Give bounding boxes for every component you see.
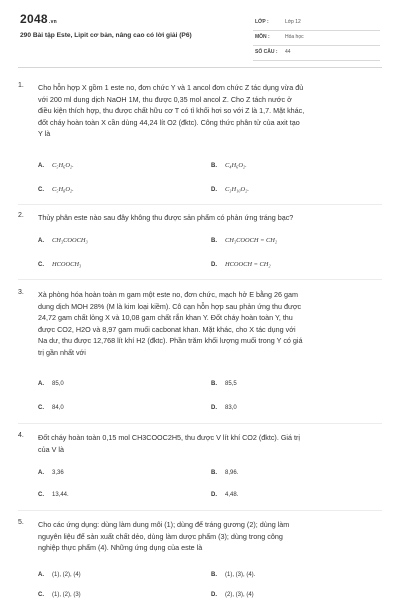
- question-line: nghiệp thực phẩm (4). Những ứng dụng của este là: [38, 543, 203, 552]
- option-label: C.: [38, 187, 44, 193]
- question-line: được CO2, H2O và 8,97 gam muối cacbonat khan. Mặt khác, cho X tác dụng với: [38, 324, 296, 334]
- option-text: CH₃COOCH = CH₂: [225, 237, 278, 244]
- option-label: D.: [211, 187, 217, 193]
- question-line: trị gần nhất với: [38, 347, 86, 357]
- question-line: Thủy phân este nào sau đây không thu được sản phẩm có phản ứng tráng bạc?: [38, 213, 294, 222]
- option-label: D.: [211, 405, 217, 411]
- option-text: C₅H₆O₂.: [52, 162, 74, 169]
- option-c[interactable]: [38, 186, 74, 193]
- site-logo[interactable]: [20, 12, 57, 26]
- question-line: nguyên liệu để sản xuất chất dẻo, dùng làm dược phẩm (3); dùng trong công: [38, 531, 283, 541]
- header-divider: [18, 67, 382, 68]
- option-text: 85,0: [52, 381, 64, 387]
- question-text: [38, 432, 378, 455]
- option-text: 83,0: [225, 405, 237, 411]
- option-label: C.: [38, 492, 44, 498]
- meta-key: SỐ CÂU :: [255, 49, 278, 55]
- option-text: (1), (2), (3): [52, 592, 81, 598]
- option-d[interactable]: [211, 261, 271, 268]
- option-label: C.: [38, 592, 44, 598]
- meta-value: Hóa học: [285, 34, 304, 40]
- option-label: D.: [211, 592, 217, 598]
- logo-suffix: .vn: [48, 19, 58, 25]
- option-b[interactable]: [211, 237, 277, 244]
- option-b[interactable]: [211, 381, 237, 387]
- question-text: [38, 519, 378, 554]
- option-d[interactable]: [211, 186, 249, 193]
- page-header: [0, 0, 400, 62]
- option-label: B.: [211, 381, 217, 387]
- question-divider: [18, 510, 382, 511]
- meta-key: LỚP :: [255, 19, 269, 25]
- option-text: 13,44.: [52, 492, 69, 498]
- question-line: Xà phòng hóa hoàn toàn m gam một este no, đơn chức, mạch hở E bằng 26 gam: [38, 290, 298, 299]
- option-c[interactable]: [38, 261, 81, 268]
- option-text: HCOOCH₃: [52, 261, 82, 268]
- question-number: 3.: [18, 289, 24, 296]
- option-label: C.: [38, 405, 44, 411]
- question-line: Na dư, thu được 12,768 lít khí H2 (đktc). Phần trăm khối lượng muối trong Y có giá: [38, 336, 303, 345]
- option-text: 84,0: [52, 405, 64, 411]
- option-a[interactable]: [38, 162, 74, 169]
- option-text: 85,5: [225, 381, 237, 387]
- option-a[interactable]: [38, 572, 81, 578]
- question-line: Đốt cháy hoàn toàn 0,15 mol CH3COOC2H5, thu được V lít khí CO2 (đktc). Giá trị: [38, 433, 300, 442]
- option-text: (2), (3), (4): [225, 592, 254, 598]
- option-label: A.: [38, 572, 44, 578]
- question-divider: [18, 279, 382, 280]
- question-line: của V là: [38, 444, 64, 454]
- option-text: 4,48.: [225, 492, 239, 498]
- question-number: 5.: [18, 519, 24, 526]
- option-b[interactable]: [211, 572, 255, 578]
- document-title: 290 Bài tập Este, Lipit cơ bản, nâng cao có lời giải (P6): [20, 32, 192, 39]
- option-label: B.: [211, 572, 217, 578]
- meta-value: Lớp 12: [285, 19, 301, 25]
- option-text: 8,96.: [225, 470, 239, 476]
- option-a[interactable]: [38, 237, 88, 244]
- option-label: A.: [38, 163, 44, 169]
- meta-table: [253, 16, 380, 61]
- option-text: C₄H₆O₂.: [225, 162, 247, 169]
- option-d[interactable]: [211, 592, 254, 598]
- option-label: B.: [211, 470, 217, 476]
- question-line: dung dịch MOH 28% (M là kim loại kiềm). Cô cạn hỗn hợp sau phản ứng thu được: [38, 301, 302, 311]
- option-c[interactable]: [38, 492, 69, 498]
- meta-key: MÔN :: [255, 34, 270, 40]
- option-a[interactable]: [38, 470, 64, 476]
- option-label: D.: [211, 492, 217, 498]
- option-label: B.: [211, 163, 217, 169]
- option-b[interactable]: [211, 470, 238, 476]
- option-label: A.: [38, 238, 44, 244]
- question-line: đốt cháy hoàn toàn X cần dùng 44,24 lít O2 (đktc). Công thức phân tử của axit tạo: [38, 117, 300, 127]
- option-text: C₃H₁₀O₂.: [225, 186, 249, 193]
- question-line: với 200 ml dung dịch NaOH 1M, thu được 0,35 mol ancol Z. Cho Z tách nước ở: [38, 94, 292, 104]
- option-text: (1), (2), (4): [52, 572, 81, 578]
- logo-text: 2048: [20, 12, 48, 26]
- question-number: 4.: [18, 432, 24, 439]
- option-b[interactable]: [211, 162, 247, 169]
- meta-row-count: [253, 46, 380, 61]
- option-text: 3,36: [52, 470, 64, 476]
- option-text: CH₃COOCH₃: [52, 237, 88, 244]
- question-number: 1.: [18, 82, 24, 89]
- option-label: D.: [211, 262, 217, 268]
- option-text: (1), (3), (4).: [225, 572, 256, 578]
- question-text: [38, 289, 378, 358]
- question-line: điều kiện thích hợp, thu được chất hữu cơ T có tỉ khối hơi so với Z là 1,7. Mặt khác,: [38, 106, 305, 115]
- question-line: 24,72 gam chất lỏng X và 10,08 gam chất rắn khan Y. Đốt cháy hoàn toàn Y, thu: [38, 313, 293, 322]
- option-a[interactable]: [38, 381, 64, 387]
- question-line: Y là: [38, 129, 51, 138]
- meta-row-subject: [253, 31, 380, 46]
- meta-value: 44: [285, 49, 291, 55]
- question-line: Cho các ứng dụng: dùng làm dung môi (1); dùng để tráng gương (2); dùng làm: [38, 520, 290, 529]
- option-label: B.: [211, 238, 217, 244]
- option-d[interactable]: [211, 405, 237, 411]
- question-divider: [18, 423, 382, 424]
- meta-row-class: [253, 16, 380, 31]
- option-label: A.: [38, 470, 44, 476]
- question-number: 2.: [18, 212, 24, 219]
- question-line: Cho hỗn hợp X gồm 1 este no, đơn chức Y và 1 ancol đơn chức Z tác dụng vừa đủ: [38, 83, 304, 92]
- option-label: C.: [38, 262, 44, 268]
- option-d[interactable]: [211, 492, 238, 498]
- option-text: C₅H₈O₂.: [52, 186, 74, 193]
- question-divider: [18, 204, 382, 205]
- question-text: [38, 82, 378, 140]
- option-label: A.: [38, 381, 44, 387]
- question-text: [38, 212, 378, 224]
- option-c[interactable]: [38, 592, 81, 598]
- option-text: HCOOCH = CH₂: [225, 261, 271, 268]
- option-c[interactable]: [38, 405, 64, 411]
